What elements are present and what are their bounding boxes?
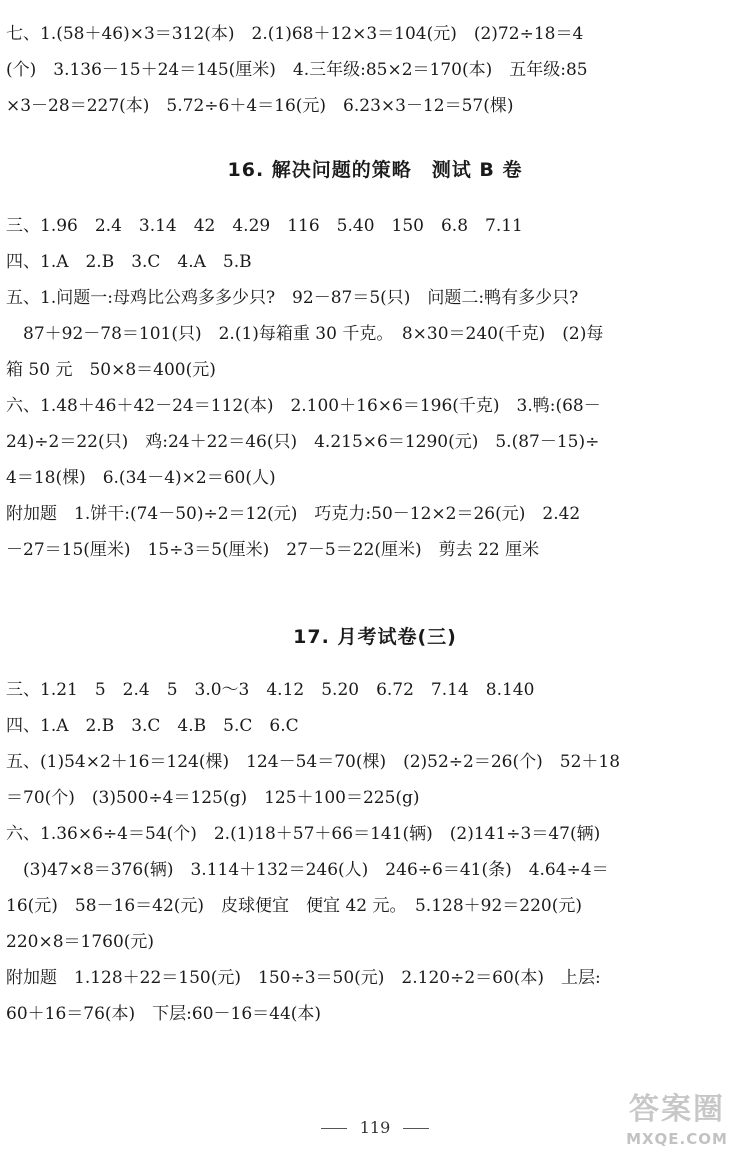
section-16-title: 16. 解决问题的策略 测试 B 卷	[227, 159, 523, 181]
answer-line: 箱 50 元 50×8＝400(元)	[6, 360, 216, 380]
answer-line: －27＝15(厘米) 15÷3＝5(厘米) 27－5＝22(厘米) 剪去 22 厘米	[6, 540, 540, 560]
answer-line: 四、1.A 2.B 3.C 4.A 5.B	[6, 252, 252, 272]
section-top	[6, 16, 744, 124]
answer-line: ×3－28＝227(本) 5.72÷6＋4＝16(元) 6.23×3－12＝57(棵)	[6, 96, 514, 116]
answer-line: 六、1.36×6÷4＝54(个) 2.(1)18＋57＋66＝141(辆) (2)141÷3＝47(辆)	[6, 824, 601, 844]
watermark-logo-text: 答案圈	[629, 1092, 725, 1127]
answer-line: (3)47×8＝376(辆) 3.114＋132＝246(人) 246÷6＝41(条) 4.64÷4＝	[6, 860, 609, 880]
site-watermark	[612, 1092, 742, 1162]
watermark-url: MXQE.COM	[626, 1130, 728, 1148]
section-17-title: 17. 月考试卷(三)	[293, 626, 457, 648]
answer-line: 60＋16＝76(本) 下层:60－16＝44(本)	[6, 1004, 322, 1024]
answer-line: 七、1.(58＋46)×3＝312(本) 2.(1)68＋12×3＝104(元) (2)72÷18＝4	[6, 24, 584, 44]
answer-line: 六、1.48＋46＋42－24＝112(本) 2.100＋16×6＝196(千克) 3.鸭:(68－	[6, 396, 601, 416]
answer-line: 24)÷2＝22(只) 鸡:24＋22＝46(只) 4.215×6＝1290(元) 5.(87－15)÷	[6, 432, 600, 452]
section-16	[6, 208, 744, 568]
footer-dash-right	[403, 1128, 429, 1129]
section-17	[6, 672, 744, 1032]
answer-line: 16(元) 58－16＝42(元) 皮球便宜 便宜 42 元。 5.128＋92＝220(元)	[6, 896, 583, 916]
answer-line: (个) 3.136－15＋24＝145(厘米) 4.三年级:85×2＝170(本) 五年级:85	[6, 60, 588, 80]
page-number: 119	[359, 1118, 391, 1137]
answer-line: 五、1.问题一:母鸡比公鸡多多少只? 92－87＝5(只) 问题二:鸭有多少只?	[6, 288, 579, 308]
answer-line: 220×8＝1760(元)	[6, 932, 155, 952]
answer-line: 4＝18(棵) 6.(34－4)×2＝60(人)	[6, 468, 276, 488]
footer-dash-left	[321, 1128, 347, 1129]
answer-line: 三、1.21 5 2.4 5 3.0～3 4.12 5.20 6.72 7.14 8.140	[6, 680, 535, 700]
answer-line: 三、1.96 2.4 3.14 42 4.29 116 5.40 150 6.8 7.11	[6, 216, 523, 236]
answer-line: ＝70(个) (3)500÷4＝125(g) 125＋100＝225(g)	[6, 788, 420, 808]
answer-line: 附加题 1.128＋22＝150(元) 150÷3＝50(元) 2.120÷2＝60(本) 上层:	[6, 968, 601, 988]
answer-line: 四、1.A 2.B 3.C 4.B 5.C 6.C	[6, 716, 299, 736]
answer-line: 87＋92－78＝101(只) 2.(1)每箱重 30 千克。 8×30＝240(千克) (2)每	[6, 324, 604, 344]
answer-line: 附加题 1.饼干:(74－50)÷2＝12(元) 巧克力:50－12×2＝26(元) 2.42	[6, 504, 581, 524]
answer-line: 五、(1)54×2＋16＝124(棵) 124－54＝70(棵) (2)52÷2＝26(个) 52＋18	[6, 752, 621, 772]
